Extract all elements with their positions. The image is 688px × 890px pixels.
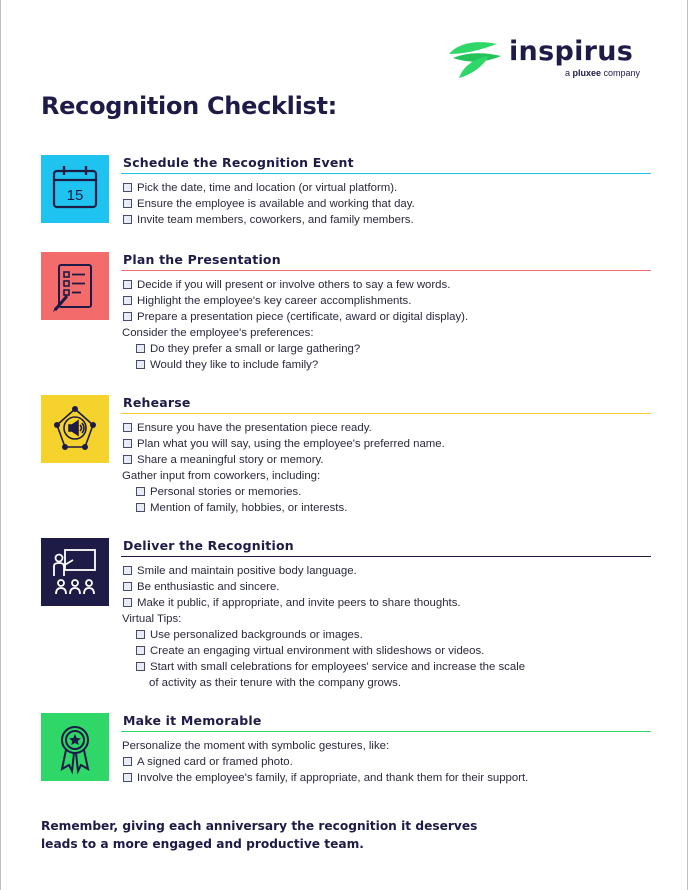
section-items xyxy=(122,180,652,228)
checkbox[interactable] xyxy=(123,455,132,464)
closing-remark-line: Remember, giving each anniversary the recognition it deserves xyxy=(41,819,478,833)
checklist-sub-item[interactable]: Create an engaging virtual environment with slideshows or videos. xyxy=(122,643,652,659)
logo-subtitle: a pluxee company xyxy=(565,68,641,78)
checklist-item[interactable]: Highlight the employee's key career accomplishments. xyxy=(122,293,652,309)
checkbox[interactable] xyxy=(123,280,132,289)
checklist-item[interactable]: Prepare a presentation piece (certificate, award or digital display). xyxy=(122,309,652,325)
checklist-sub-item-continuation: of activity as their tenure with the company grows. xyxy=(149,677,401,689)
checklist-sub-item[interactable]: Would they like to include family? xyxy=(122,357,652,373)
checklist-item[interactable]: Smile and maintain positive body language. xyxy=(122,563,652,579)
section-divider xyxy=(121,731,651,732)
checkbox[interactable] xyxy=(136,344,145,353)
section-note: Personalize the moment with symbolic gestures, like: xyxy=(122,740,390,752)
checklist-item[interactable]: Ensure you have the presentation piece ready. xyxy=(122,420,652,436)
checklist-item[interactable]: Ensure the employee is available and working that day. xyxy=(122,196,652,212)
calendar-day-number: 15 xyxy=(66,187,84,204)
checklist-item[interactable]: Pick the date, time and location (or virtual platform). xyxy=(122,180,652,196)
calendar-icon xyxy=(41,155,109,223)
section-items xyxy=(122,563,652,691)
checkbox[interactable] xyxy=(136,487,145,496)
checklist-item[interactable]: Make it public, if appropriate, and invite peers to share thoughts. xyxy=(122,595,652,611)
checkbox[interactable] xyxy=(123,215,132,224)
checklist-item[interactable]: A signed card or framed photo. xyxy=(122,754,652,770)
checklist-item[interactable]: Be enthusiastic and sincere. xyxy=(122,579,652,595)
section-deliver xyxy=(41,538,651,698)
section-divider xyxy=(121,270,651,271)
checkbox[interactable] xyxy=(123,439,132,448)
section-title: Deliver the Recognition xyxy=(123,538,294,553)
presenter-audience-icon xyxy=(41,538,109,606)
award-ribbon-icon xyxy=(41,713,109,781)
section-plan xyxy=(41,252,651,382)
section-items xyxy=(122,738,652,786)
checkbox[interactable] xyxy=(123,423,132,432)
logo-wordmark: inspirus xyxy=(509,36,634,67)
checkbox[interactable] xyxy=(123,773,132,782)
section-title: Plan the Presentation xyxy=(123,252,281,267)
checkbox[interactable] xyxy=(123,312,132,321)
section-note: Virtual Tips: xyxy=(122,613,182,625)
section-divider xyxy=(121,556,651,557)
checklist-sub-item[interactable]: Start with small celebrations for employees' service and increase the scale xyxy=(122,659,652,675)
checkbox[interactable] xyxy=(123,296,132,305)
checklist-sub-item[interactable]: Personal stories or memories. xyxy=(122,484,652,500)
checklist-item[interactable]: Decide if you will present or involve others to say a few words. xyxy=(122,277,652,293)
checklist-item[interactable]: Share a meaningful story or memory. xyxy=(122,452,652,468)
section-note: Consider the employee's preferences: xyxy=(122,327,314,339)
leaf-logo-icon xyxy=(445,40,507,82)
section-title: Make it Memorable xyxy=(123,713,262,728)
section-note: Gather input from coworkers, including: xyxy=(122,470,321,482)
section-rehearse xyxy=(41,395,651,525)
checkbox[interactable] xyxy=(123,757,132,766)
checklist-item[interactable]: Involve the employee's family, if appropriate, and thank them for their support. xyxy=(122,770,652,786)
checkbox[interactable] xyxy=(136,630,145,639)
checkbox[interactable] xyxy=(123,598,132,607)
checkbox[interactable] xyxy=(123,582,132,591)
checklist-item[interactable]: Plan what you will say, using the employee's preferred name. xyxy=(122,436,652,452)
section-schedule xyxy=(41,155,651,235)
checkbox[interactable] xyxy=(123,566,132,575)
checklist-item[interactable]: Invite team members, coworkers, and family members. xyxy=(122,212,652,228)
section-memorable xyxy=(41,713,651,803)
checkbox[interactable] xyxy=(136,662,145,671)
checklist-clipboard-icon xyxy=(41,252,109,320)
section-title: Rehearse xyxy=(123,395,191,410)
checklist-sub-item[interactable]: Mention of family, hobbies, or interests. xyxy=(122,500,652,516)
checkbox[interactable] xyxy=(136,360,145,369)
section-title: Schedule the Recognition Event xyxy=(123,155,354,170)
closing-remark xyxy=(41,817,477,853)
checkbox[interactable] xyxy=(123,183,132,192)
page-title: Recognition Checklist: xyxy=(41,92,337,120)
checkbox[interactable] xyxy=(136,503,145,512)
closing-remark-line: leads to a more engaged and productive team. xyxy=(41,837,364,851)
section-items xyxy=(122,277,652,373)
section-divider xyxy=(121,173,651,174)
checklist-sub-item[interactable]: Use personalized backgrounds or images. xyxy=(122,627,652,643)
checkbox[interactable] xyxy=(123,199,132,208)
checklist-sub-item[interactable]: Do they prefer a small or large gathering? xyxy=(122,341,652,357)
megaphone-network-icon xyxy=(41,395,109,463)
section-items xyxy=(122,420,652,516)
checkbox[interactable] xyxy=(136,646,145,655)
section-divider xyxy=(121,413,651,414)
inspirus-logo xyxy=(445,36,655,82)
